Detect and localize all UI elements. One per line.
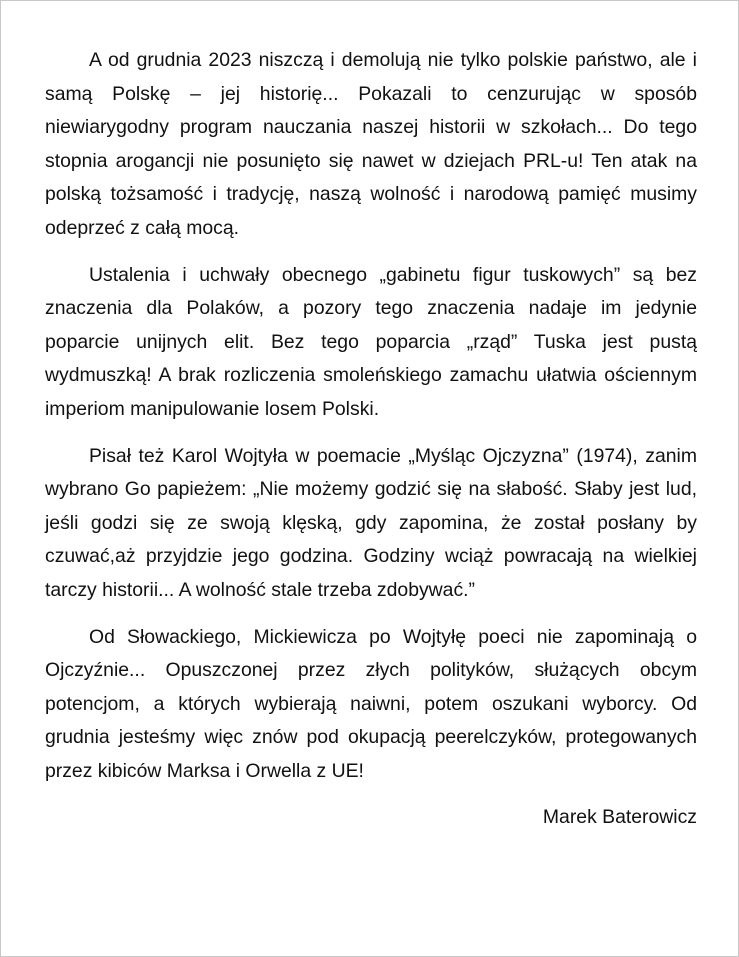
document-body	[45, 44, 697, 835]
author-signature: Marek Baterowicz	[542, 806, 697, 829]
paragraph-3: Pisał też Karol Wojtyła w poemacie „Myśląc Ojczyzna” (1974), zanim wybrano Go papieżem: „Nie możemy godzić się na słabość. Słaby jest lud, jeśli godzi się ze swoją klęską, gdy zapomina, że został posłany by czuwać,aż przyjdzie jego godzina. Godziny wciąż powracają na wielkiej tarczy historii... A wolność stale trzeba zdobywać.”	[45, 444, 697, 601]
paragraph-1: A od grudnia 2023 niszczą i demolują nie tylko polskie państwo, ale i samą Polskę – jej historię... Pokazali to cenzurując w sposób niewiarygodny program nauczania naszej historii w szkołach... Do tego stopnia arogancji nie posunięto się nawet w dziejach PRL-u! Ten atak na polską tożsamość i tradycję, naszą wolność i narodową pamięć musimy odeprzeć z całą mocą.	[45, 49, 697, 239]
paragraph-2: Ustalenia i uchwały obecnego „gabinetu figur tuskowych” są bez znaczenia dla Polaków, a pozory tego znaczenia nadaje im jedynie poparcie unijnych elit. Bez tego poparcia „rząd” Tuska jest pustą wydmuszką! A brak rozliczenia smoleńskiego zamachu ułatwia ościennym imperiom manipulowanie losem Polski.	[45, 263, 697, 420]
paragraph-4: Od Słowackiego, Mickiewicza po Wojtyłę poeci nie zapominają o Ojczyźnie... Opuszczonej przez złych polityków, służących obcym potencjom, a których wybierają naiwni, potem oszukani wyborcy. Od grudnia jesteśmy więc znów pod okupacją peerelczyków, protegowanych przez kibiców Marksa i Orwella z UE!	[45, 625, 697, 782]
